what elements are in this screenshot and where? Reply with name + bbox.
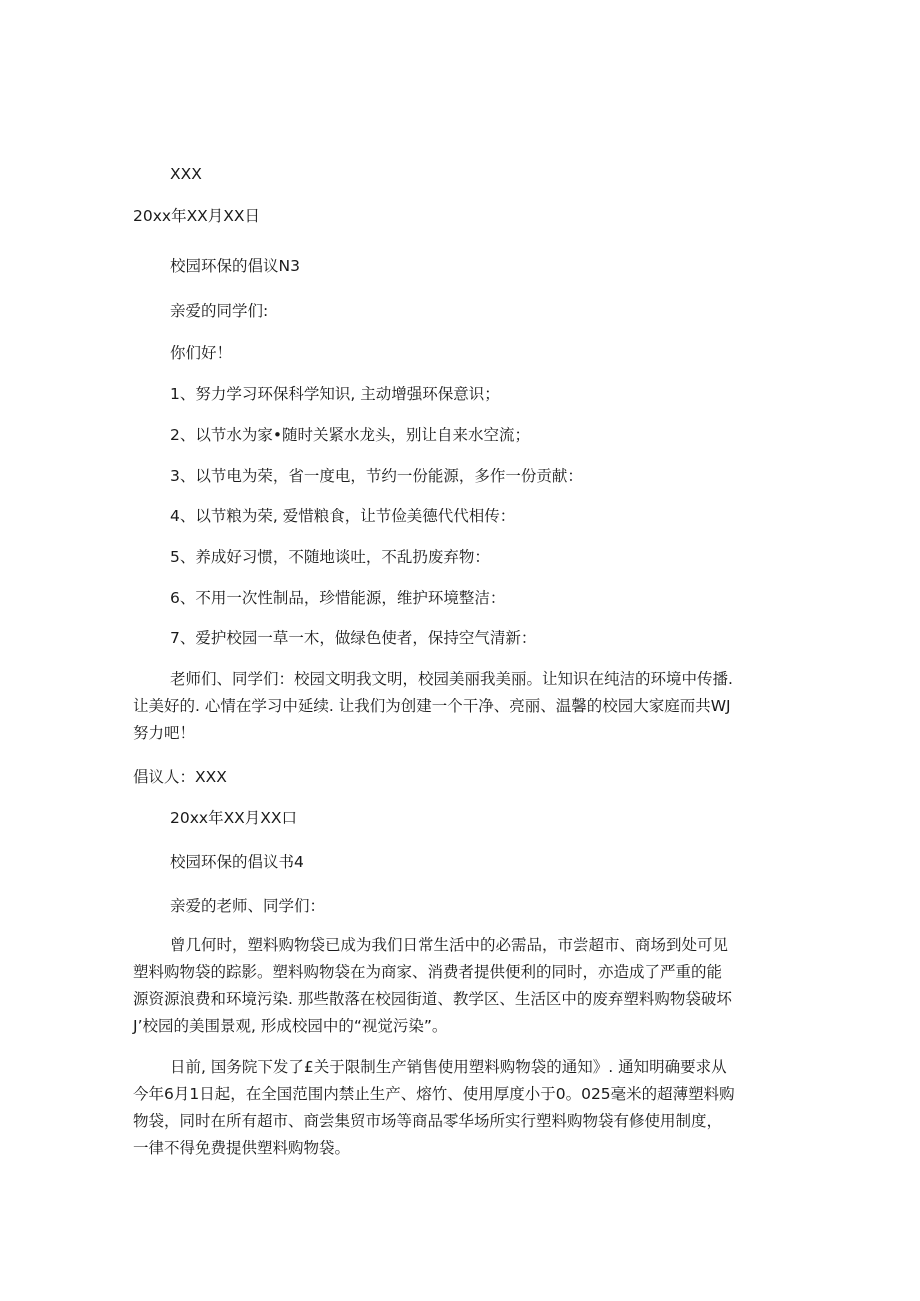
body-paragraph	[133, 932, 732, 1040]
paragraph-line: 今年6月1日起，在全国范围内禁止生产、熔竹、使用厚度小于0。025毫米的超薄塑料购	[133, 1085, 735, 1103]
section-title: 校园环保的倡议N3	[170, 257, 300, 275]
list-item: 4、以节粮为荣, 爱惜粮食，让节俭美德代代相传：	[170, 507, 516, 525]
paragraph-line: 日前, 国务院下发了£关于限制生产销售使用塑料购物袋的通知》. 通知明确要求从	[170, 1058, 727, 1076]
section-title: 校园环保的倡议书4	[170, 853, 304, 871]
paragraph-line: J’校园的美围景观, 形成校园中的“视觉污染”。	[133, 1017, 448, 1035]
salutation: 亲爱的同学们:	[170, 302, 269, 320]
list-item: 1、努力学习环保科学知识, 主动增强环保意识；	[170, 385, 500, 403]
list-item: 5、养成好习惯，不随地谈吐，不乱扔废弃物：	[170, 548, 490, 566]
letter-date: 20xx年XX月XX口	[170, 809, 298, 827]
body-paragraph	[133, 1054, 735, 1162]
salutation: 亲爱的老师、同学们：	[170, 897, 326, 915]
list-item: 6、不用一次性制品，珍惜能源，维护环境整洁：	[170, 589, 506, 607]
paragraph-line: 一律不得免费提供塑料购物袋。	[133, 1139, 351, 1157]
closing-paragraph-line: 努力吧！	[133, 724, 196, 742]
closing-paragraph-line: 老师们、同学们：校园文明我文明，校园美丽我美丽。让知识在纯洁的环境中传播.	[170, 670, 733, 688]
list-item: 2、以节水为家•随时关紧水龙头，别让自来水空流；	[170, 426, 531, 444]
paragraph-line: 物袋，同时在所有超市、商尝集贸市场等商品零华场所实行塑料购物袋有修使用制度，	[133, 1112, 723, 1130]
paragraph-line: 曾几何时，塑料购物袋已成为我们日常生活中的必需品，市尝超市、商场到处可见	[170, 936, 729, 954]
list-item: 7、爱护校园一草一木，做绿色使者，保持空气清新：	[170, 629, 537, 647]
letter-date: 20xx年XX月XX日	[133, 207, 261, 225]
list-item: 3、以节电为荣，省一度电，节约一份能源，多作一份贡献：	[170, 467, 583, 485]
greeting: 你们好！	[170, 344, 233, 362]
paragraph-line: 源资源浪费和环境污染. 那些散落在校园街道、教学区、生活区中的废弃塑料购物袋破坏	[133, 990, 732, 1008]
proposer-signature: 倡议人：XXX	[133, 768, 227, 786]
signer-name: XXX	[170, 165, 202, 183]
paragraph-line: 塑料购物袋的踪影。塑料购物袋在为商家、消费者提供便利的同时，亦造成了严重的能	[133, 963, 723, 981]
closing-paragraph-line: 让美好的. 心情在学习中延续. 让我们为创建一个干净、亮丽、温馨的校园大家庭而共WJ	[133, 697, 731, 715]
